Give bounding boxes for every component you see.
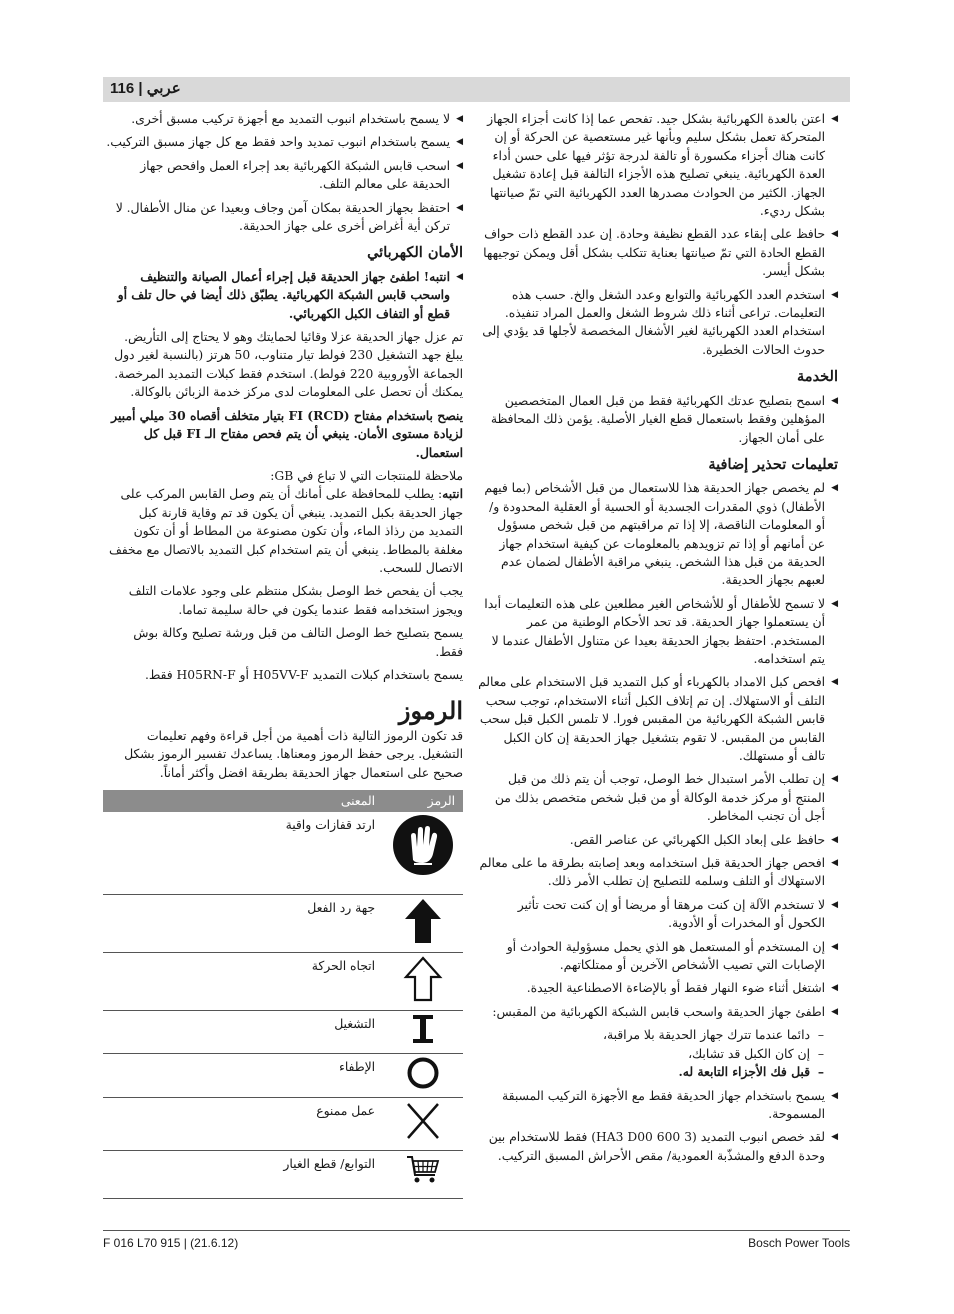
page-number: 116 bbox=[110, 80, 135, 97]
footer-document-code: F 016 L70 915 | (21.6.12) bbox=[103, 1236, 239, 1250]
table-header-meaning: المعنى bbox=[103, 790, 383, 812]
symbol-meaning: عمل ممنوع bbox=[103, 1098, 383, 1150]
header-bar bbox=[103, 77, 850, 102]
cables-paragraph: يسمح باستخدام كبلات التمديد H05VV-F أو H05RN-F فقط. bbox=[144, 667, 463, 682]
section-heading-service: الخدمة bbox=[797, 368, 838, 386]
symbols-intro: قد تكون الرموز التالية ذات أهمية من أجل قراءة وفهم تعليمات التشغيل. يرجى حفظ الرموز ومعناها. يساعدك تفسير الرموز بشكل صحيح على استعمال جهاز الحديقة بطريقة افضل وأكثر أماناً. bbox=[124, 728, 463, 780]
left-column bbox=[103, 110, 463, 1199]
symbol-meaning: التشغيل bbox=[103, 1011, 383, 1053]
symbol-cell bbox=[383, 1053, 463, 1097]
electrical-warning: ◀ انتبه! اطفئ جهاز الحديقة قبل إجراء أعمال الصيانة والتنظيف واسحب قابس الشبكة الكهربائية. يطبّق ذلك أيضا في حال تلف أو قطع أو التفاف الكبل الكهربائي. bbox=[103, 268, 463, 323]
symbol-meaning: ارتد قفازات واقية bbox=[103, 812, 383, 894]
table-row bbox=[103, 952, 463, 1010]
bullet-item: ◀ اشتغل أثناء ضوء النهار فقط أو بالإضاءة الاصطناعية الجيدة. bbox=[478, 979, 838, 997]
bullet-item: ◀ افحص جهاز الحديقة قبل استخدامه وبعد إصابته بطرقة ما على معالم الاستهلاك أو التلف وسلمه للتصليح إن تطلب الأمر ذلك. bbox=[478, 854, 838, 891]
bullet-item: ◀ لا يسمح باستخدام انبوب التمديد مع أجهزة تركيب مسبق أخرى. bbox=[103, 110, 463, 128]
gb-warning-label: انتبه bbox=[442, 486, 463, 502]
symbol-cell bbox=[383, 952, 463, 1010]
symbol-cell bbox=[383, 1098, 463, 1150]
inspect-paragraph: يجب أن يفحص خط الوصل بشكل منتظم على وجود علامات التلف ويجوز استخدامه فقط عندما يكون في حالة سليمة تماما. bbox=[128, 584, 463, 617]
bullet-item: ◀ اسمح بتصليح عدتك الكهربائية فقط من قبل العمال المتخصصين المؤهلين وفقط باستعمال قطع الغيار الأصلية. يؤمن ذلك المحافظة على أمان الجهاز. bbox=[478, 392, 838, 447]
bullet-item: ◀ يسمح باستخدام انبوب تمديد واحد فقط مع كل جهاز مسبق التركيب. bbox=[103, 133, 463, 151]
bullet-item: ◀ إن المستخدم أو المستعمل هو الذي يحمل مسؤولية الحوادث أو الإصابات التي تصيب الأشخاص الآخرين أو ممتلكاتهم. bbox=[478, 938, 838, 975]
shopping-cart-icon bbox=[405, 1153, 441, 1185]
footer-divider bbox=[103, 1230, 850, 1231]
section-heading-electrical-safety: الأمان الكهربائي bbox=[367, 244, 463, 262]
dash-item: – دائما عندما تترك جهاز الحديقة بلا مراقبة، bbox=[478, 1026, 838, 1044]
symbol-meaning: جهة رد الفعل bbox=[103, 894, 383, 952]
bullet-item: ◀ حافظ على إبقاء عدد القطع نظيفة وحادة. إن عدد القطع ذات حواف القطع الحادة التي تمّ صيانتها بعناية تتكلب بشكل أقل ويمكن توجيهها بشكل أيسر. bbox=[478, 225, 838, 280]
bullet-item: ◀ يسمح باستخدام جهاز الحديقة فقط مع الأجهزة التركيب المسبقة المسموحة. bbox=[478, 1087, 838, 1124]
bullet-item: ◀ لم يخصص جهاز الحديقة هذا للاستعمال من قبل الأشخاص (بما فيهم الأطفال) ذوي المقدرات الجسدية أو الحسية أو العقلية المحدودة و/ أو المعلومات الناقصة، إلا إذا تم مراقبتهم من قبل شخص مسؤول عن أمانهم أو إذا تم تزويدهم بالمعلومات عن كيفية استخدام جهاز الحديقة من قبل هذا الشخص. ينبغي مراقبة الأطفال لضمان عدم لعبهم بجهاز الحديقة. bbox=[478, 479, 838, 589]
symbol-cell bbox=[383, 1011, 463, 1053]
gb-warning bbox=[103, 485, 463, 577]
electrical-paragraph: تم عزل جهاز الحديقة عزلا وقائيا لحمايتك وهو لا يحتاج إلى التأريض. يبلغ جهد التشغيل 230 فولط تيار متناوب، 50 هرتز (بالنسبة لغير دول الجماعة الأوروبية 220 فولط). استخدم فقط كبلات التمديد المرخصة. يمكنك أن تحصل على المعلومات لدى مركز خدمة الزبائن بالوكالة. bbox=[114, 330, 463, 400]
arrow-up-filled-icon bbox=[403, 897, 443, 945]
power-off-icon bbox=[406, 1056, 440, 1090]
repair-paragraph: يسمح بتصليح خط الوصل التالف من قبل ورشة تصليح وكالة بوش فقط. bbox=[133, 626, 463, 659]
bullet-item: ◀ اسحب قابس الشبكة الكهربائية بعد إجراء العمل وافحص جهاز الحديقة على معالم التلف. bbox=[103, 157, 463, 194]
symbol-cell bbox=[383, 894, 463, 952]
symbol-cell bbox=[383, 1150, 463, 1198]
table-row bbox=[103, 812, 463, 894]
bullet-item: ◀ افحص كبل الامداد بالكهرباء أو كبل التمديد قبل الاستخدام على معالم التلف أو الاستهلاك. إن تم إتلاف الكبل أثناء الاستخدام، توجب سحب قابس الشبكة الكهربائية من المقبس فورا. لا تلمس الكبل قبل سحب القابس من المقبس. لا تقوم بتشغيل جهاز الحديقة إن كان الكبل تالف أو مستهلك. bbox=[478, 673, 838, 765]
symbol-cell bbox=[383, 812, 463, 894]
bullet-item: ◀ اطفئ جهاز الحديقة واسحب قابس الشبكة الكهربائية من المقبس: bbox=[478, 1003, 838, 1021]
bullet-item: ◀ اعتن بالعدة الكهربائية بشكل جيد. تفحص عما إذا كانت أجزاء الجهاز المتحركة تعمل بشكل سليم وبأنها غير مستعصية عن الحركة أو إن كانت هناك أجزاء مكسورة أو تالفة لدرجة تؤثر فيها على حسن أداء العدة الكهربائية. ينبغي تصليح هذه الأجزاء التالفة قبل إعادة تشغيل الجهاز. الكثير من الحوادث مصدرها العدد الكهربائية التي تمّ صيانتها بشكل رديء. bbox=[478, 110, 838, 220]
prohibited-icon bbox=[403, 1100, 443, 1142]
dash-item: – إن كان الكبل قد تشابك، bbox=[478, 1045, 838, 1063]
bullet-item: ◀ احتفظ بجهاز الحديقة بمكان آمن وجاف وبعيدا عن منال الأطفال. لا تركن أية أغراض أخرى على جهاز الحديقة. bbox=[103, 199, 463, 236]
table-header-symbol: الرمز bbox=[383, 790, 463, 812]
bullet-item: ◀ لا تستخدم الآلة إن كنت مرهقا أو مريضا أو إن كنت تحت تأثير الكحول أو المخدرات أو الأدوية. bbox=[478, 896, 838, 933]
arrow-up-outline-icon bbox=[403, 955, 443, 1003]
symbols-heading: الرموز bbox=[398, 696, 463, 726]
rcd-paragraph: ينصح باستخدام مفتاح (RCD) FI بتيار متخلف أقصاه 30 ميلي أمبير لزيادة مستوى الأمان. ينبغي أن يتم فحص مفتاح الـ FI قبل كل استعمال. bbox=[111, 407, 463, 460]
bullet-item: ◀ لقد خصص انبوب التمديد (3 600 HA3 D00) فقط للاستخدام بين وحدة الدفع والمشذّبة العمودية/ مقص الأحراش المسبق التركيب. bbox=[478, 1128, 838, 1165]
dash-item: – قبل فك الأجزاء التابعة له. bbox=[478, 1063, 838, 1081]
bullet-item: ◀ حافظ على إبعاد الكبل الكهربائي عن عناصر القص. bbox=[478, 831, 838, 849]
symbol-meaning: اتجاه الحركة bbox=[103, 952, 383, 1010]
table-row bbox=[103, 1098, 463, 1150]
power-on-icon bbox=[408, 1013, 438, 1045]
bullet-item: ◀ لا تسمح للأطفال أو للأشخاص الغير مطلعين على هذه التعليمات أبدا أن يستعملوا جهاز الحديقة. قد تحد الأحكام الوطنية من عمر المستخدم. احتفظ بجهاز الحديقة بعيدا عن متناول الأطفال عندما لا يتم استخدامه. bbox=[478, 595, 838, 669]
bullet-item: ◀ استخدم العدد الكهربائية والتوابع وعدد الشغل والخ. حسب هذه التعليمات. تراعى أثناء ذلك شروط الشغل والعمل المراد تنفيذه. استخدام العدد الكهربائية لغير الأشغال المخصصة لأجلها قد يؤدي إلى حدوث الحالات الخطيرة. bbox=[478, 286, 838, 360]
page-language: عربي bbox=[146, 80, 181, 97]
gloves-icon bbox=[392, 814, 454, 876]
table-row bbox=[103, 1150, 463, 1198]
symbol-meaning: الإطفاء bbox=[103, 1053, 383, 1097]
symbols-table bbox=[103, 790, 463, 1199]
table-row bbox=[103, 894, 463, 952]
symbol-meaning: التوابع/ قطع الغيار bbox=[103, 1150, 383, 1198]
table-row bbox=[103, 1053, 463, 1097]
gb-note: ملاحظة للمنتجات التي لا تباع في GB: bbox=[270, 468, 463, 483]
footer-brand: Bosch Power Tools bbox=[748, 1236, 850, 1250]
table-header-row bbox=[103, 790, 463, 812]
table-row bbox=[103, 1011, 463, 1053]
page-header: 116 | عربي bbox=[110, 80, 181, 97]
section-heading-extra-warnings: تعليمات تحذير إضافية bbox=[708, 455, 838, 473]
right-column bbox=[478, 110, 838, 1170]
gb-warning-text: : يطلب للمحافظة على أمانك أن يتم وصل القابس المركب على جهاز الحديقة بكبل التمديد. ينبغي أن يكون قد تم وقاية قارنة كبل التمديد من رذاذ الماء، وأن تكون مصنوعة من المطاط أو أن تكون مغلفة بالمطاط. ينبغي أن يتم استخدام كبل التمديد بالاتصال مع مخفف الاتصال للسحب. bbox=[108, 487, 463, 575]
bullet-item: ◀ إن تطلب الأمر استبدال خط الوصل، توجب أن يتم ذلك من قبل المنتج أو مركز خدمة الوكالة أو من قبل شخص متخصص بذلك من أجل أن تجنب المخاطر. bbox=[478, 770, 838, 825]
